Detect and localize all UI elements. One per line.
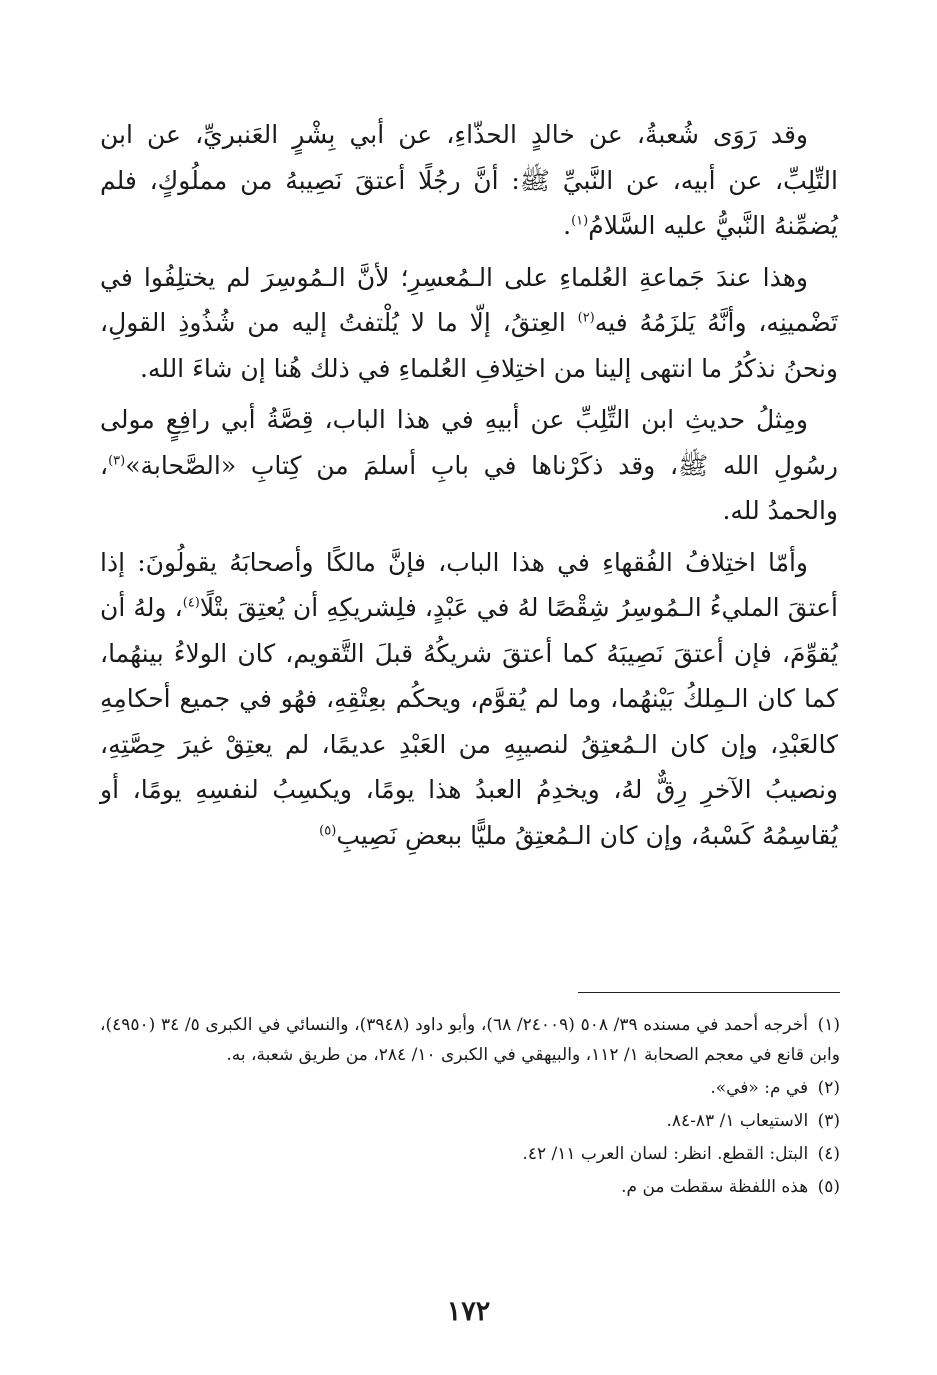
footnote-reference-5[interactable]: (٥) bbox=[319, 823, 337, 839]
footnote-number: (٣) bbox=[817, 1111, 840, 1131]
footnote-number: (٥) bbox=[817, 1177, 840, 1197]
footnote-text: هذه اللفظة سقطت من م. bbox=[621, 1177, 809, 1197]
text-segment: . bbox=[563, 211, 572, 240]
footnote-4 bbox=[100, 1139, 840, 1169]
footnote-text: أخرجه أحمد في مسنده ٣٩/ ٥٠٨ (٢٤٠٠٩/ ٦٨)، وأبو داود (٣٩٤٨)، والنسائي في الكبرى ٥/ ٣٤ (٤٩٥٠)، وابن قانع في معجم الصحابة ١/ ١١٢، والبيهقي في الكبرى ١٠/ ٢٨٤، من طريق شعبة، به. bbox=[100, 1015, 840, 1065]
footnote-divider bbox=[578, 992, 840, 993]
text-segment: وأمّا اختِلافُ الفُقهاءِ في هذا الباب، فإنَّ مالكًا وأصحابَهُ يقولُونَ: إذا أعتقَ المليءُ الـمُوسِرُ شِقْصًا لهُ في عَبْدٍ، فلِشريكِهِ أن يُعتِقَ بتْلًا bbox=[100, 547, 838, 622]
text-segment: وهذا عندَ جَماعةِ العُلماءِ على الـمُعسِرِ؛ لأنَّ الـمُوسِرَ لم يختلِفُوا في تَضْمينِه، وأنَّهُ يَلزَمُهُ فيه bbox=[100, 262, 839, 337]
footnote-text: في م: «في». bbox=[710, 1078, 809, 1098]
footnote-number: (١) bbox=[817, 1015, 840, 1035]
footnote-reference-4[interactable]: (٤) bbox=[182, 595, 200, 611]
footnote-5 bbox=[100, 1172, 840, 1202]
main-text-body bbox=[100, 112, 838, 864]
footnote-reference-1[interactable]: (١) bbox=[571, 213, 589, 229]
footnote-3 bbox=[100, 1106, 840, 1136]
footnote-number: (٤) bbox=[817, 1144, 840, 1164]
page-number: ١٧٢ bbox=[446, 1296, 491, 1327]
footnote-1 bbox=[100, 1010, 840, 1070]
text-segment: العِتقُ، إلّا ما لا يُلْتفتُ إليه من شُذُوذِ القولِ، ونحنُ نذكُرُ ما انتهى إلينا من اختِلافِ العُلماءِ في ذلك هُنا إن شاءَ الله. bbox=[100, 308, 838, 383]
footnote-reference-3[interactable]: (٣) bbox=[108, 453, 126, 469]
footnote-2 bbox=[100, 1073, 840, 1103]
paragraph-2 bbox=[100, 255, 838, 392]
footnote-text: الاستيعاب ١/ ٨٣-٨٤. bbox=[666, 1111, 809, 1131]
text-segment: ، ولهُ أن يُقوِّمَ، فإن أعتقَ نَصِيبَهُ كما أعتقَ شريكُهُ قبلَ التَّقويم، كان الولاءُ بينهُما، كما كان الـمِلكُ بَيْنهُما، وما لم يُقوَّم، ويحكُم بعِتْقِهِ، فهُو في جميع أحكامِهِ كالعَبْدِ، وإن كان الـمُعتِقُ لنصيبِهِ من العَبْدِ عديمًا، لم يعتِقْ غيرَ حِصَّتِهِ، ونصيبُ الآخرِ رِقٌّ لهُ، ويخدِمُ العبدُ هذا يومًا، ويكسِبُ لنفسِهِ يومًا، أو يُقاسِمُهُ كَسْبهُ، وإن كان الـمُعتِقُ مليًّا ببعضِ نَصِيبِ bbox=[100, 593, 838, 850]
text-segment: ، والحمدُ لله. bbox=[100, 450, 838, 525]
text-segment: ومِثلُ حديثِ ابن التِّلِبِّ عن أبيهِ في هذا الباب، قِصَّةُ أبي رافِعٍ مولى رسُولِ الله ﷺ، وقد ذكَرْناها في بابِ أسلمَ من كِتابِ «الصَّحابة» bbox=[100, 405, 838, 480]
paragraph-1 bbox=[100, 112, 838, 249]
text-segment: وقد رَوَى شُعبةُ، عن خالدٍ الحذّاءِ، عن أبي بِشْرٍ العَنبريِّ، عن ابن التِّلِبِّ، عن أبيه، عن النَّبيِّ ﷺ: أنَّ رجُلًا أعتقَ نَصِيبهُ من مملُوكٍ، فلم يُضمِّنهُ النَّبيُّ عليه السَّلامُ bbox=[100, 120, 838, 240]
footnote-text: البتل: القطع. انظر: لسان العرب ١١/ ٤٢. bbox=[522, 1144, 809, 1164]
paragraph-3 bbox=[100, 397, 838, 534]
footnote-number: (٢) bbox=[817, 1078, 840, 1098]
footnote-reference-2[interactable]: (٢) bbox=[577, 310, 595, 326]
footnotes-section bbox=[100, 1010, 840, 1205]
paragraph-4 bbox=[100, 540, 838, 859]
